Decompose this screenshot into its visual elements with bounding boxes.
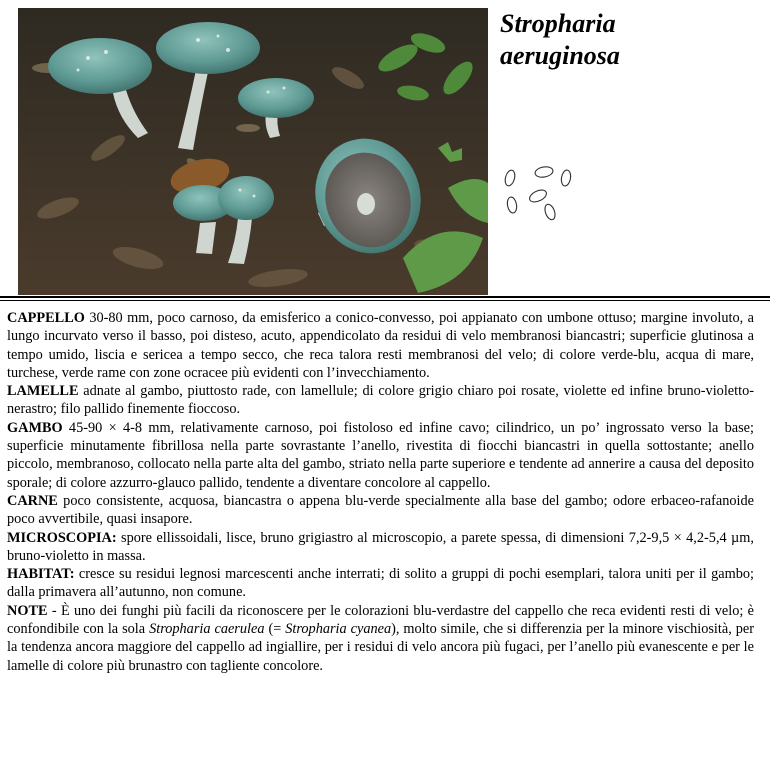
section-carne [7, 492, 754, 529]
species-genus: Stropharia [500, 9, 616, 38]
section-text: - È uno dei funghi più facili da riconoscere per le colorazioni blu-verdastre del cappello che reca evidenti resti di velo; è confondibile con la sola [7, 602, 754, 638]
section-text: adnate al gambo, piuttosto rade, con lamellule; di colore grigio chiaro poi rosate, violette ed infine bruno-violetto-nerastro; filo pallido finemente fioccoso. [7, 383, 754, 418]
section-gambo [7, 419, 754, 492]
section-text: 45-90 × 4-8 mm, relativamente carnoso, poi fistoloso ed infine cavo; cilindrico, un po’ ingrossato verso la base; superficie minutamente fibrillosa nella parte sovrastante l’anello, rivestita di fiocchi biancastri in quella sottostante; anello piccolo, membranoso, collocato nella parte alta del gambo, striato nella parte superiore e tendente ad annerire a causa del deposito sporale; di colore azzurro-glauco pallido, tendente a diventare concolore al cappello. [7, 419, 754, 491]
section-text: poco consistente, acquosa, biancastra o appena blu-verde specialmente alla base del gambo; odore erbaceo-rafanoide poco avvertibile, quasi insapore. [7, 492, 754, 528]
section-label: GAMBO [7, 419, 63, 436]
section-text: spore ellissoidali, lisce, bruno grigiastro al microscopio, a parete spessa, di dimensioni 7,2-9,5 × 4,2-5,4 µm, bruno-violetto in massa. [7, 529, 754, 564]
section-microscopia [7, 529, 754, 566]
section-text: ), molto simile, che si differenzia per la minore vischiosità, per la tendenza ancora maggiore del cappello ad ingiallire, per i residui di velo ancora più fugaci, per l’anello più evanescente e per le lamelle di colore più brunastro con tagliente concolore. [7, 621, 754, 674]
section-text: (= [264, 621, 286, 638]
section-label: NOTE [7, 602, 48, 619]
species-epithet: aeruginosa [500, 41, 620, 70]
mushroom-photo [18, 8, 488, 295]
species-name-italic: Stropharia caerulea [149, 621, 265, 638]
section-lamelle [7, 382, 754, 419]
divider-thick [0, 296, 770, 298]
section-label: CARNE [7, 492, 58, 509]
section-habitat [7, 565, 754, 602]
section-note [7, 602, 754, 675]
divider-thin [0, 300, 770, 301]
section-label: CAPPELLO [7, 310, 85, 326]
mushroom-illustration [18, 8, 488, 295]
section-text: 30-80 mm, poco carnoso, da emisferico a conico-convesso, poi appianato con umbone ottuso; margine involuto, a lungo incurvato verso il basso, poi disteso, acuto, appendicolato da residui di velo membranosi biancastri; superficie glutinosa a tempo umido, liscia e sericea a tempo secco, che reca talora resti membranosi del velo; di colore verde-blu, acqua di mare, turchese, verde rame con zone ocracee più evidenti con l’invecchiamento. [7, 310, 754, 381]
spore-drawing [500, 160, 580, 230]
section-label: LAMELLE [7, 383, 79, 400]
section-text: cresce su residui legnosi marcescenti anche interrati; di solito a gruppi di pochi esemplari, talora uniti per il gambo; dalla primavera all’autunno, non comune. [7, 566, 754, 601]
description-text [7, 309, 754, 675]
section-cappello [7, 309, 754, 382]
section-label: MICROSCOPIA: [7, 529, 117, 546]
section-label: HABITAT: [7, 566, 75, 583]
species-title [500, 8, 760, 72]
species-name-italic: Stropharia cyanea [285, 621, 392, 638]
